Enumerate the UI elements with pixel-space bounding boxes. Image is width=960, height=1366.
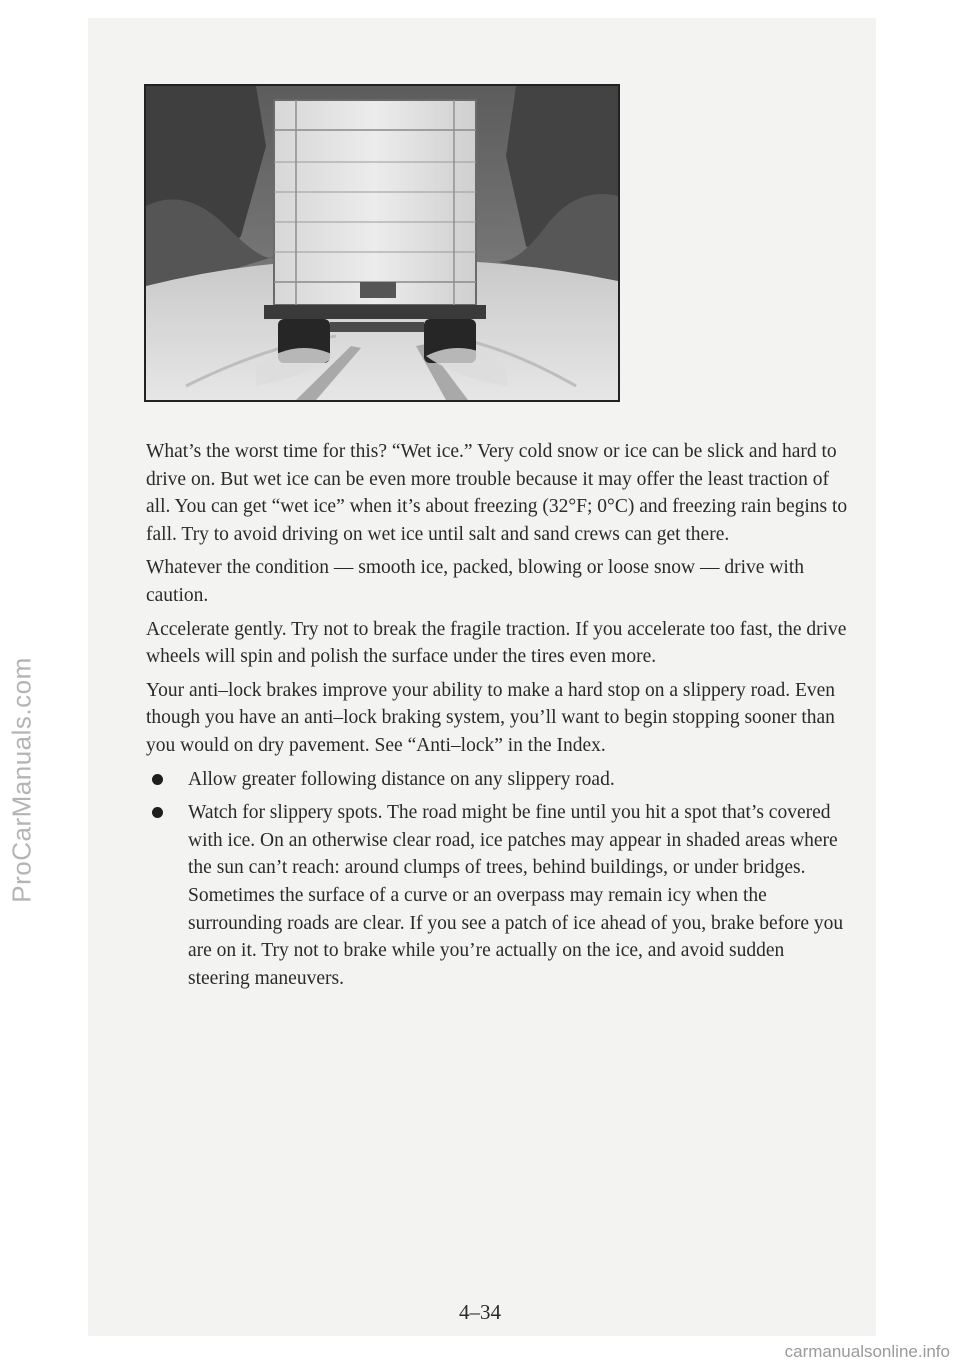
bullet-text: Watch for slippery spots. The road might be fine until you hit a spot that’s covered with ice. On an otherwise clear road, ice patches may appear in shaded areas where the sun can’t reach: around clumps of trees, behind buildings, or under bridges. Sometimes the surface of a curve or an overpass may remain icy when the surrounding roads are clear. If you see a patch of ice ahead of you, brake before you are on it. Try not to brake while you’re actually on the ice, and avoid sudden steering maneuvers. (188, 802, 844, 989)
bullet-text: Allow greater following distance on any slippery road. (188, 768, 615, 790)
paragraph-condition: Whatever the condition — smooth ice, packed, blowing or loose snow — drive with caution. (146, 557, 804, 606)
list-item (146, 799, 850, 992)
paragraph-wet-ice: What’s the worst time for this? “Wet ice.” Very cold snow or ice can be slick and hard to drive on. But wet ice can be even more trouble because it may offer the least traction of all. You can get “wet ice” when it’s about freezing (32°F; 0°C) and freezing rain begins to fall. Try to avoid driving on wet ice until salt and sand crews can get there. (146, 441, 848, 545)
page-number: 4–34 (459, 1300, 501, 1324)
side-watermark: ProCarManuals.com (6, 657, 37, 903)
list-item (146, 766, 850, 794)
body-text (146, 438, 850, 998)
paragraph-accelerate: Accelerate gently. Try not to break the fragile traction. If you accelerate too fast, the drive wheels will spin and polish the surface under the tires even more. (146, 618, 847, 668)
truck-on-snowy-road-photo (144, 84, 620, 402)
paragraph-anti-lock: Your anti–lock brakes improve your ability to make a hard stop on a slippery road. Even though you have an anti–lock braking system, you’ll want to begin stopping sooner than you would on dry pavement. See “Anti–lock” in the Index. (146, 679, 836, 756)
bullet-list (146, 766, 850, 993)
bottom-watermark: carmanualsonline.info (784, 1342, 950, 1361)
bullet-icon (152, 774, 163, 785)
bullet-icon (152, 807, 163, 818)
